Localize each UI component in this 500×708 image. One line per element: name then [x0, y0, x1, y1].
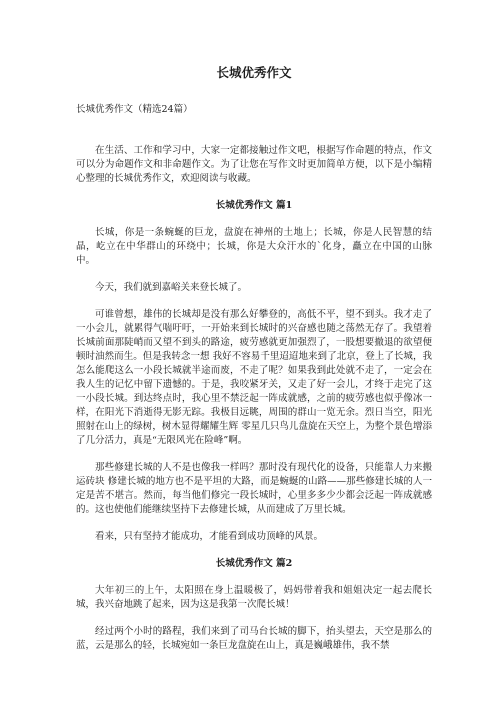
section-1-paragraph-2: 今天，我们就到嘉峪关来登长城了。	[95, 282, 248, 293]
intro-paragraph: 在生活、工作和学习中，大家一定都接触过作文吧，根据写作命题的特点，作文可以分为命题作文和非命题作文。为了让您在写作文时更加简单方便，以下是小编精心整理的长城优秀作文，欢迎阅读与收藏。	[76, 145, 432, 184]
section-1-paragraph-3: 可谁曾想，雄伟的长城却是没有那么好攀登的，高低不平，望不到头。我才走了一小会儿，就累得气喘吁吁，一开始来到长城时的兴奋感也随之荡然无存了。我望着长城前面那陡峭而又望不到头的路途，疲劳感就更加强烈了，一股想要撤退的欲望便顿时油然而生。但是我转念一想 我好不容易千里迢迢地来到了北京，登上了长城，我怎么能爬这么一小段长城就半途而废，不走了呢？如果我到此处就不走了，一定会在我人生的记忆中留下遗憾的。于是，我咬紧牙关，又走了好一会儿，才终于走完了这一小段长城。到达终点时，我心里不禁泛起一阵成就感，之前的疲劳感也似乎像冰一样，在阳光下消逝得无影无踪。我极目远眺，周围的群山一览无余。烈日当空，阳光照射在山上的绿树，树木显得耀耀生辉 零星几只鸟儿盘旋在天空上，为整个景色增添了几分活力，真是“无限风光在险峰”啊。	[76, 309, 432, 446]
document-subtitle: 长城优秀作文（精选24篇）	[76, 104, 193, 115]
section-1-paragraph-5: 看来，只有坚持才能成功，才能看到成功顶峰的风景。	[95, 531, 324, 542]
section-heading-1: 长城优秀作文 篇1	[215, 200, 293, 211]
section-1-paragraph-1: 长城，你是一条蜿蜒的巨龙，盘旋在神州的土地上；长城，你是人民智慧的结晶，屹立在中华群山的环绕中；长城，你是大众汗水的`化身，矗立在中国的山脉中。	[76, 227, 432, 266]
section-heading-2: 长城优秀作文 篇2	[215, 558, 293, 569]
document-page	[76, 64, 432, 666]
section-2-paragraph-1: 大年初三的上午，太阳照在身上温暖极了，妈妈带着我和姐姐决定一起去爬长城，我兴奋地跳了起来，因为这是我第一次爬长城！	[76, 585, 432, 610]
section-2-paragraph-2: 经过两个小时的路程，我们来到了司马台长城的脚下，抬头望去，天空是那么的蓝，云是那么的轻，长城宛如一条巨龙盘旋在山上，真是巍峨雄伟，我不禁	[76, 626, 432, 651]
document-title: 长城优秀作文	[216, 65, 292, 80]
section-1-paragraph-4: 那些修建长城的人不是也像我一样吗？那时没有现代化的设备，只能靠人力来搬运砖块 修建长城的地方也不是平坦的大路，而是蜿蜒的山路——那些修建长城的人一定是苦不堪言。然而，每当他们修完一段长城时，心里多多少少都会泛起一阵成就感的。这也使他们能继续坚持下去修建长城，从而建成了万里长城。	[76, 462, 432, 515]
